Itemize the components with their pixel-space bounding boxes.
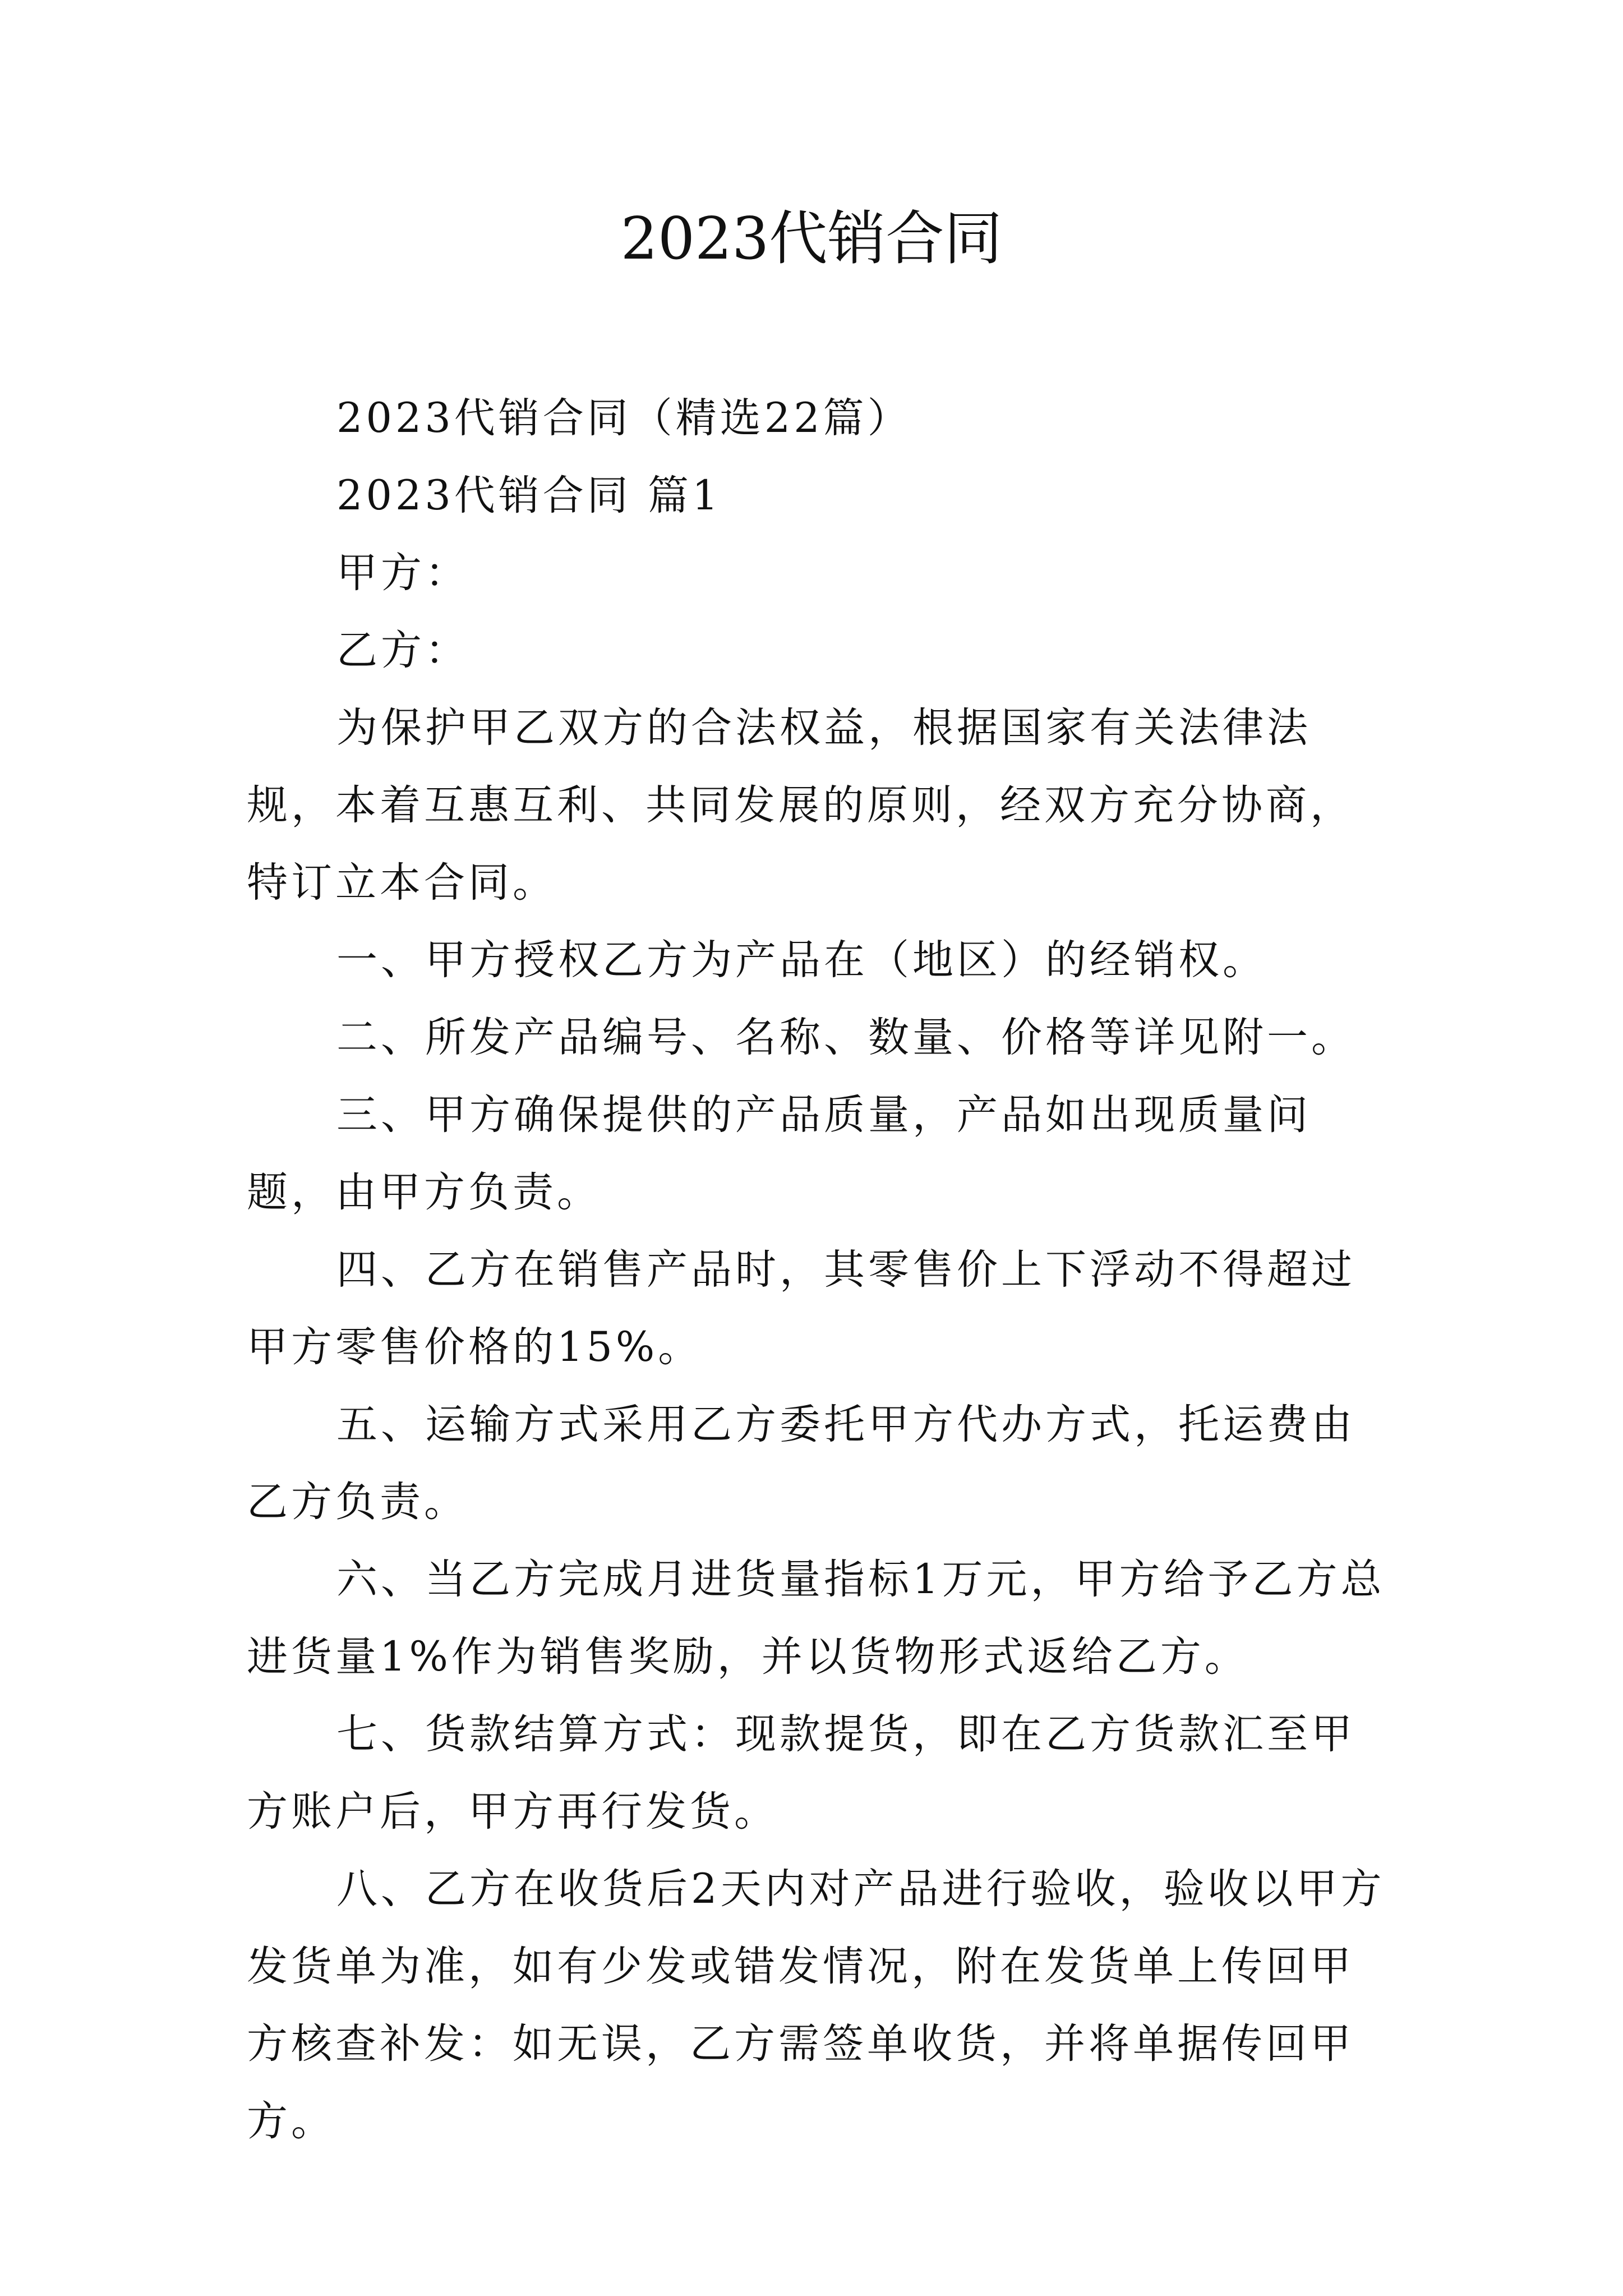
document-body xyxy=(247,380,1391,2160)
clause-4: 四、乙方在销售产品时，其零售价上下浮动不得超过甲方零售价格的15%。 xyxy=(247,1246,1355,1371)
clause-5: 五、运输方式采用乙方委托甲方代办方式，托运费由乙方负责。 xyxy=(247,1401,1355,1526)
clause-2: 二、所发产品编号、名称、数量、价格等详见附一。 xyxy=(336,1014,1355,1061)
paragraph-party-b: 乙方： xyxy=(336,627,469,674)
clause-7: 七、货款结算方式：现款提货，即在乙方货款汇至甲方账户后，甲方再行发货。 xyxy=(247,1710,1355,1835)
paragraph-party-a: 甲方： xyxy=(336,549,469,597)
paragraph-preamble: 为保护甲乙双方的合法权益，根据国家有关法律法规，本着互惠互利、共同发展的原则，经双方充分协商，特订立本合同。 xyxy=(247,704,1354,907)
clause-6: 六、当乙方完成月进货量指标1万元，甲方给予乙方总进货量1%作为销售奖励，并以货物形式返给乙方。 xyxy=(247,1556,1385,1681)
clause-3: 三、甲方确保提供的产品质量，产品如出现质量问题，由甲方负责。 xyxy=(247,1091,1311,1216)
paragraph-section-heading: 2023代销合同 篇1 xyxy=(336,472,722,519)
clause-1: 一、甲方授权乙方为产品在（地区）的经销权。 xyxy=(336,936,1267,984)
document-title: 2023代销合同 xyxy=(620,204,1003,273)
paragraph-subtitle: 2023代销合同（精选22篇） xyxy=(336,394,912,442)
clause-8: 八、乙方在收货后2天内对产品进行验收，验收以甲方发货单为准，如有少发或错发情况，附在发货单上传回甲方核查补发：如无误，乙方需签单收货，并将单据传回甲方。 xyxy=(247,1865,1385,2145)
